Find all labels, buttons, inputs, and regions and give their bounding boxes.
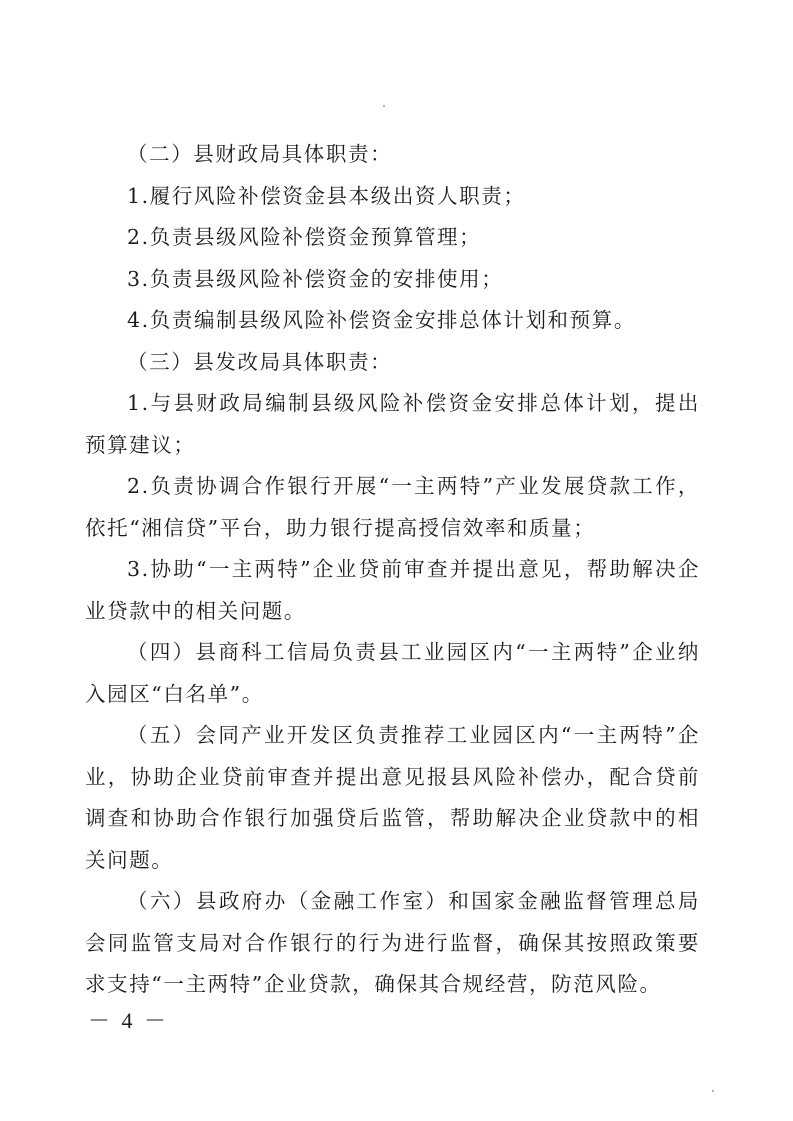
finance-duty-3: 3.负责县级风险补偿资金的安排使用； — [127, 266, 504, 291]
section-commerce-bureau: （四）县商科工信局负责县工业园区内“一主两特”企业纳入园区“白名单”。 — [85, 640, 700, 706]
development-duty-2: 2.负责协调合作银行开展“一主两特”产业发展贷款工作，依托“湘信贷”平台，助力银行提高授信效率和质量； — [85, 474, 700, 540]
finance-duty-4: 4.负责编制县级风险补偿资金安排总体计划和预算。 — [127, 308, 636, 332]
development-duty-3: 3.协助“一主两特”企业贷前审查并提出意见，帮助解决企业贷款中的相关问题。 — [85, 557, 700, 623]
section-government-office: （六）县政府办（金融工作室）和国家金融监督管理总局会同监管支局对合作银行的行为进行监督，确保其按照政策要求支持“一主两特”企业贷款，确保其合规经营，防范风险。 — [85, 889, 700, 996]
section-development-zone: （五）会同产业开发区负责推荐工业园区内“一主两特”企业，协助企业贷前审查并提出意见报县风险补偿办，配合贷前调查和协助合作银行加强贷后监管，帮助解决企业贷款中的相关问题。 — [85, 723, 700, 872]
finance-duty-1: 1.履行风险补偿资金县本级出资人职责； — [127, 183, 526, 208]
page-number: － 4 － — [88, 1008, 170, 1033]
finance-duty-2: 2.负责县级风险补偿资金预算管理； — [127, 225, 482, 249]
scan-speck — [712, 1090, 714, 1092]
scan-speck — [383, 105, 385, 107]
section-heading-development-bureau: （三）县发改局具体职责： — [127, 349, 393, 374]
development-duty-1: 1.与县财政局编制县级风险补偿资金安排总体计划，提出预算建议； — [85, 391, 700, 457]
document-body — [85, 134, 700, 1006]
section-heading-finance-bureau: （二）县财政局具体职责： — [127, 142, 393, 166]
